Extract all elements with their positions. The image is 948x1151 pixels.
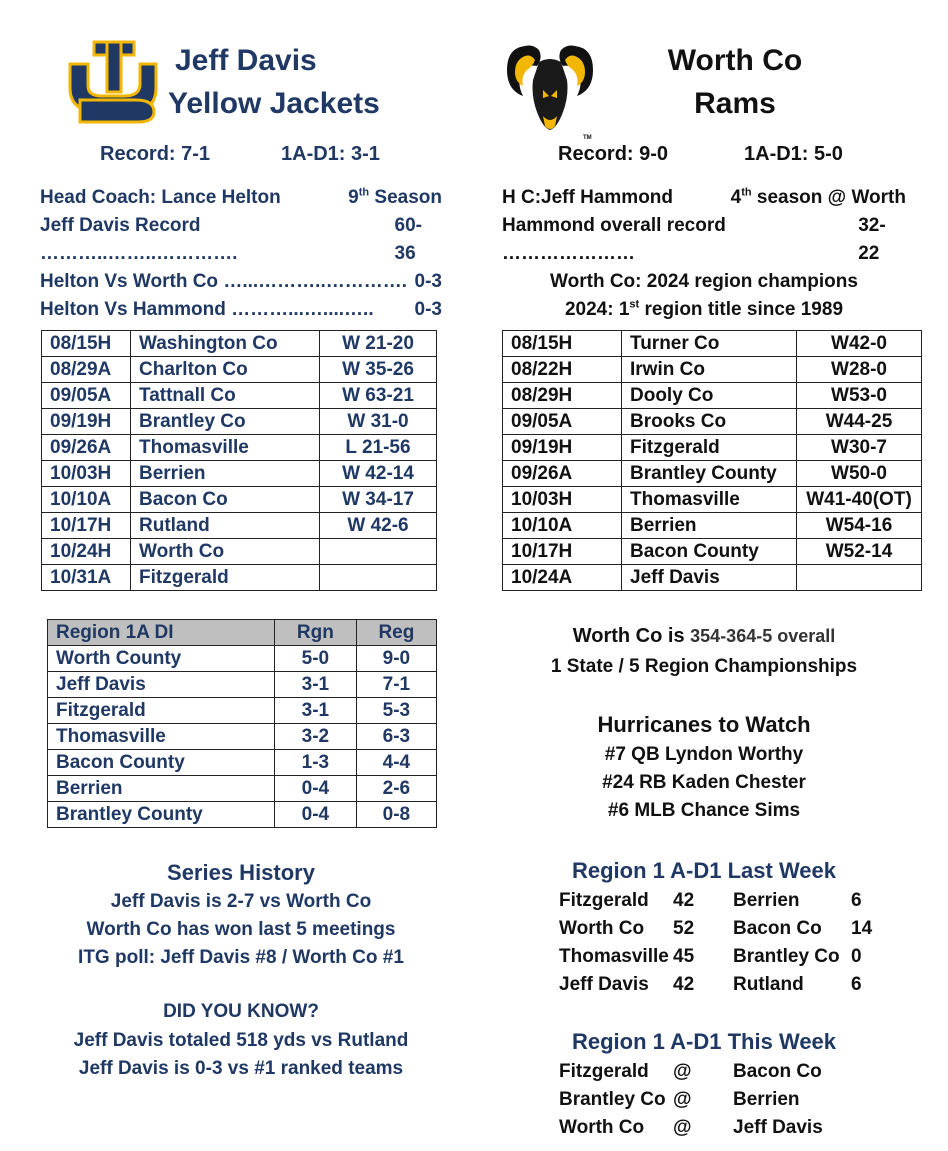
schedule-row	[503, 383, 922, 409]
game-at-symbol: @	[673, 1061, 692, 1082]
standings-region-record: 3-1	[275, 698, 357, 724]
schedule-date: 08/15H	[42, 331, 131, 357]
schedule-opponent: Thomasville	[622, 487, 797, 513]
schedule-date: 10/10A	[503, 513, 622, 539]
schedule-date: 08/29A	[42, 357, 131, 383]
standings-row	[48, 776, 437, 802]
schedule-date: 10/17H	[42, 513, 131, 539]
schedule-opponent: Rutland	[131, 513, 320, 539]
game-home-team: Bacon Co	[733, 1061, 822, 1082]
schedule-result: W28-0	[797, 357, 922, 383]
schedule-date: 09/26A	[42, 435, 131, 461]
hammond-season: 4th season @ Worth	[730, 186, 906, 208]
game-away-team: Brantley Co	[559, 1089, 666, 1110]
worth-co-coach-info	[502, 184, 906, 324]
game-at-symbol: @	[673, 1089, 692, 1110]
schedule-result: W50-0	[797, 461, 922, 487]
score-value1: 42	[673, 890, 695, 911]
ram-logo	[503, 40, 597, 140]
schedule-opponent: Berrien	[131, 461, 320, 487]
schedule-opponent: Brantley Co	[131, 409, 320, 435]
series-line: Worth Co has won last 5 meetings	[86, 919, 396, 940]
score-row	[559, 887, 872, 915]
schedule-row	[42, 383, 437, 409]
score-team1: Thomasville	[559, 946, 669, 967]
last-week-scores	[559, 887, 872, 999]
game-row	[559, 1114, 823, 1142]
standings-overall-record: 0-8	[356, 802, 436, 828]
standings-team: Berrien	[48, 776, 275, 802]
series-line: ITG poll: Jeff Davis #8 / Worth Co #1	[78, 947, 404, 968]
schedule-row	[42, 435, 437, 461]
score-team2: Berrien	[733, 890, 800, 911]
schedule-opponent: Jeff Davis	[622, 565, 797, 591]
score-row	[559, 915, 872, 943]
score-team1: Fitzgerald	[559, 890, 649, 911]
helton-vs-worth-label: Helton Vs Worth Co …...………..………….	[40, 271, 407, 292]
schedule-date: 10/24H	[42, 539, 131, 565]
jd-record-label: Jeff Davis Record ………..……..………….	[40, 215, 238, 264]
this-week-games	[559, 1058, 823, 1142]
schedule-date: 10/31A	[42, 565, 131, 591]
schedule-opponent: Brooks Co	[622, 409, 797, 435]
player-item: #7 QB Lyndon Worthy	[604, 744, 804, 765]
schedule-date: 09/19H	[42, 409, 131, 435]
worth-co-name-line1: Worth Co	[667, 44, 803, 77]
schedule-row	[503, 565, 922, 591]
schedule-date: 09/26A	[503, 461, 622, 487]
schedule-row	[503, 539, 922, 565]
game-away-team: Fitzgerald	[559, 1061, 649, 1082]
worth-co-region-record: 1A-D1: 5-0	[744, 143, 843, 165]
score-row	[559, 971, 872, 999]
schedule-date: 09/19H	[503, 435, 622, 461]
helton-vs-worth-value: 0-3	[414, 271, 442, 292]
standings-region-record: 0-4	[275, 776, 357, 802]
schedule-row	[503, 331, 922, 357]
worth-co-championships: 1 State / 5 Region Championships	[550, 656, 858, 677]
schedule-opponent: Bacon County	[622, 539, 797, 565]
standings-overall-record: 5-3	[356, 698, 436, 724]
dyk-line: Jeff Davis is 0-3 vs #1 ranked teams	[78, 1058, 404, 1079]
standings-header-rgn: Rgn	[275, 620, 357, 646]
jeff-davis-record: Record: 7-1	[100, 143, 211, 165]
last-week-title: Region 1 A-D1 Last Week	[571, 858, 837, 883]
players-to-watch	[502, 741, 906, 825]
series-line: Jeff Davis is 2-7 vs Worth Co	[110, 891, 372, 912]
ram-logo-tm: TM	[583, 135, 592, 140]
standings-row	[48, 750, 437, 776]
series-history-title: Series History	[167, 860, 315, 885]
schedule-result: L 21-56	[320, 435, 437, 461]
schedule-row	[42, 565, 437, 591]
worth-co-schedule-table	[502, 330, 922, 591]
schedule-result: W 42-6	[320, 513, 437, 539]
score-team1: Worth Co	[559, 918, 645, 939]
standings-region-record: 3-1	[275, 672, 357, 698]
score-value2: 6	[851, 974, 862, 995]
game-row	[559, 1086, 823, 1114]
region-standings-table	[47, 619, 437, 828]
score-team2: Bacon Co	[733, 918, 822, 939]
schedule-opponent: Turner Co	[622, 331, 797, 357]
dyk-line: Jeff Davis totaled 518 yds vs Rutland	[73, 1030, 409, 1051]
player-item: #6 MLB Chance Sims	[607, 800, 801, 821]
schedule-opponent: Fitzgerald	[622, 435, 797, 461]
this-week-title: Region 1 A-D1 This Week	[571, 1029, 837, 1054]
worth-co-champ-line: Worth Co: 2024 region champions	[550, 271, 858, 292]
schedule-result	[320, 565, 437, 591]
schedule-result: W44-25	[797, 409, 922, 435]
helton-vs-hammond-label: Helton Vs Hammond ………...…....…..	[40, 299, 374, 320]
schedule-opponent: Thomasville	[131, 435, 320, 461]
schedule-result: W 42-14	[320, 461, 437, 487]
head-coach-label: Head Coach: Lance Helton	[40, 187, 281, 208]
standings-team: Bacon County	[48, 750, 275, 776]
schedule-row	[42, 461, 437, 487]
schedule-opponent: Bacon Co	[131, 487, 320, 513]
standings-row	[48, 672, 437, 698]
jeff-davis-name-line2: Yellow Jackets	[168, 87, 380, 120]
score-value1: 45	[673, 946, 695, 967]
worth-co-title-line: 2024: 1st region title since 1989	[564, 298, 844, 320]
schedule-row	[503, 435, 922, 461]
score-value2: 0	[851, 946, 862, 967]
standings-overall-record: 2-6	[356, 776, 436, 802]
player-item: #24 RB Kaden Chester	[602, 772, 806, 793]
jeff-davis-coach-info	[40, 184, 442, 324]
schedule-result: W 35-26	[320, 357, 437, 383]
worth-co-record: Record: 9-0	[558, 143, 669, 165]
standings-team: Fitzgerald	[48, 698, 275, 724]
standings-team: Jeff Davis	[48, 672, 275, 698]
game-home-team: Berrien	[733, 1089, 800, 1110]
schedule-opponent: Tattnall Co	[131, 383, 320, 409]
standings-overall-record: 7-1	[356, 672, 436, 698]
standings-row	[48, 802, 437, 828]
score-row	[559, 943, 872, 971]
standings-header-team: Region 1A DI	[48, 620, 275, 646]
standings-overall-record: 6-3	[356, 724, 436, 750]
score-value2: 14	[851, 918, 873, 939]
game-home-team: Jeff Davis	[733, 1117, 823, 1138]
standings-team: Thomasville	[48, 724, 275, 750]
standings-row	[48, 698, 437, 724]
schedule-opponent: Berrien	[622, 513, 797, 539]
schedule-date: 10/10A	[42, 487, 131, 513]
schedule-result: W42-0	[797, 331, 922, 357]
game-away-team: Worth Co	[559, 1117, 645, 1138]
series-history-lines	[40, 888, 442, 972]
worth-co-overall: Worth Co is 354-364-5 overall	[572, 625, 836, 647]
schedule-result	[320, 539, 437, 565]
schedule-opponent: Worth Co	[131, 539, 320, 565]
schedule-row	[503, 357, 922, 383]
standings-overall-record: 4-4	[356, 750, 436, 776]
score-team2: Rutland	[733, 974, 804, 995]
standings-region-record: 3-2	[275, 724, 357, 750]
schedule-row	[503, 487, 922, 513]
standings-header-reg: Reg	[356, 620, 436, 646]
standings-row	[48, 724, 437, 750]
schedule-result: W41-40(OT)	[797, 487, 922, 513]
schedule-date: 08/15H	[503, 331, 622, 357]
standings-region-record: 1-3	[275, 750, 357, 776]
score-value1: 42	[673, 974, 695, 995]
helton-vs-hammond-value: 0-3	[414, 299, 442, 320]
score-team2: Brantley Co	[733, 946, 840, 967]
schedule-opponent: Dooly Co	[622, 383, 797, 409]
schedule-opponent: Charlton Co	[131, 357, 320, 383]
schedule-result: W 31-0	[320, 409, 437, 435]
standings-region-record: 5-0	[275, 646, 357, 672]
score-team1: Jeff Davis	[559, 974, 649, 995]
standings-row	[48, 646, 437, 672]
worth-co-name-line2: Rams	[694, 87, 776, 120]
jeff-davis-logo	[66, 40, 158, 124]
standings-team: Worth County	[48, 646, 275, 672]
schedule-row	[42, 513, 437, 539]
schedule-result: W 34-17	[320, 487, 437, 513]
schedule-opponent: Fitzgerald	[131, 565, 320, 591]
schedule-date: 10/03H	[503, 487, 622, 513]
hammond-overall-label: Hammond overall record …………………	[502, 215, 726, 264]
schedule-result: W52-14	[797, 539, 922, 565]
schedule-date: 08/22H	[503, 357, 622, 383]
did-you-know-lines	[40, 1027, 442, 1083]
schedule-row	[42, 357, 437, 383]
schedule-row	[503, 513, 922, 539]
jeff-davis-region-record: 1A-D1: 3-1	[281, 143, 380, 165]
hurricanes-watch-title: Hurricanes to Watch	[597, 712, 811, 737]
jd-record-value: 60-36	[394, 215, 423, 264]
schedule-date: 08/29H	[503, 383, 622, 409]
hammond-coach-label: H C:Jeff Hammond	[502, 187, 674, 208]
standings-overall-record: 9-0	[356, 646, 436, 672]
schedule-date: 09/05A	[42, 383, 131, 409]
schedule-date: 09/05A	[503, 409, 622, 435]
schedule-row	[42, 331, 437, 357]
schedule-date: 10/24A	[503, 565, 622, 591]
schedule-row	[503, 409, 922, 435]
schedule-result: W54-16	[797, 513, 922, 539]
standings-team: Brantley County	[48, 802, 275, 828]
schedule-result: W53-0	[797, 383, 922, 409]
schedule-result: W 21-20	[320, 331, 437, 357]
schedule-date: 10/17H	[503, 539, 622, 565]
schedule-result: W30-7	[797, 435, 922, 461]
standings-region-record: 0-4	[275, 802, 357, 828]
score-value2: 6	[851, 890, 862, 911]
schedule-row	[42, 539, 437, 565]
hammond-overall-value: 32-22	[858, 215, 886, 264]
jeff-davis-name-line1: Jeff Davis	[175, 44, 317, 77]
schedule-opponent: Washington Co	[131, 331, 320, 357]
schedule-opponent: Irwin Co	[622, 357, 797, 383]
schedule-row	[42, 409, 437, 435]
schedule-result: W 63-21	[320, 383, 437, 409]
schedule-row	[503, 461, 922, 487]
coach-season: 9th Season	[348, 186, 442, 208]
game-row	[559, 1058, 823, 1086]
jeff-davis-schedule-table	[41, 330, 437, 591]
game-at-symbol: @	[673, 1117, 692, 1138]
schedule-opponent: Brantley County	[622, 461, 797, 487]
did-you-know-title: DID YOU KNOW?	[163, 1001, 319, 1022]
schedule-date: 10/03H	[42, 461, 131, 487]
schedule-row	[42, 487, 437, 513]
score-value1: 52	[673, 918, 695, 939]
schedule-result	[797, 565, 922, 591]
